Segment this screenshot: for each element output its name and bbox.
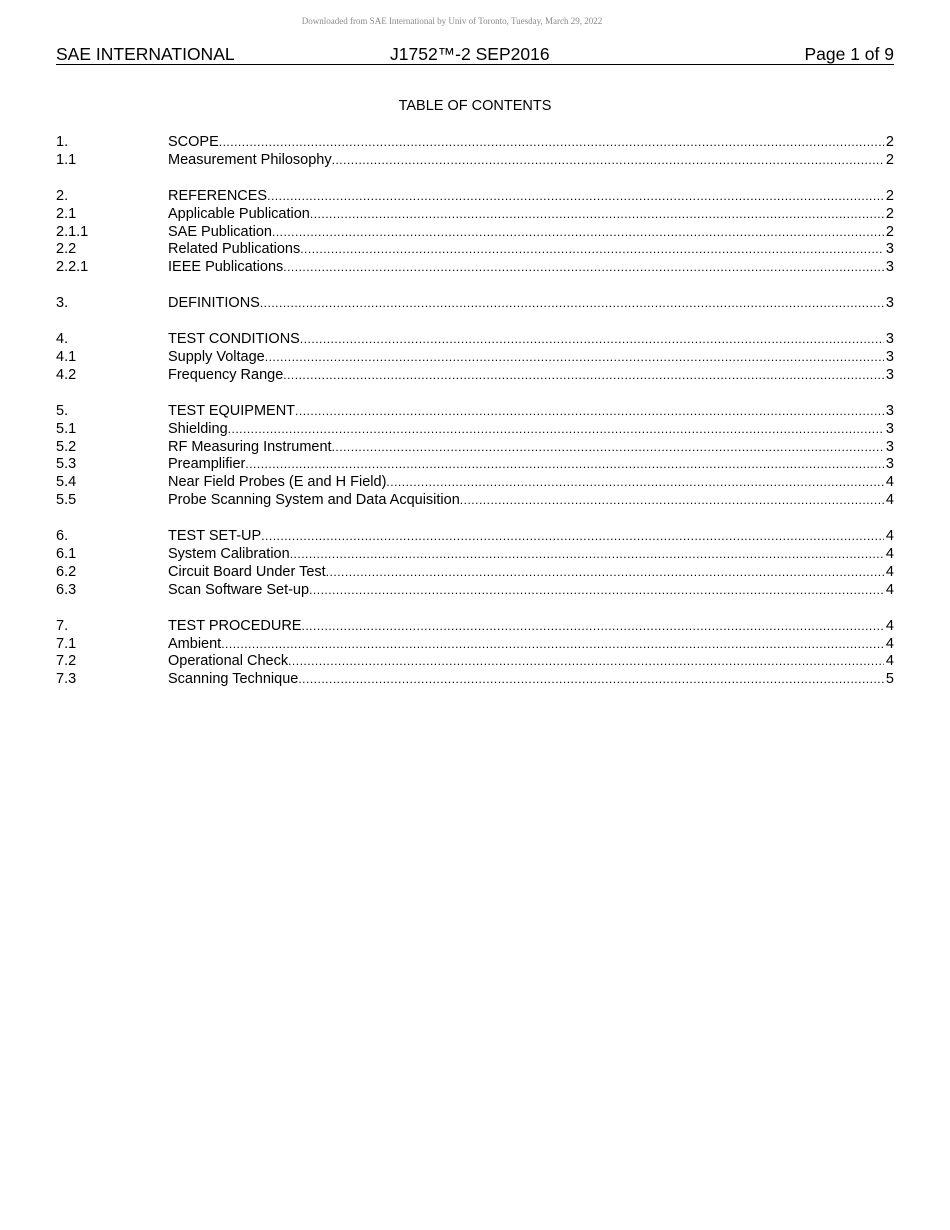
toc-entry[interactable] — [56, 618, 894, 636]
toc-dot-leader — [272, 224, 884, 242]
toc-dot-leader — [219, 134, 884, 152]
toc-entry-title[interactable]: IEEE Publications — [168, 259, 284, 276]
toc-entry[interactable] — [56, 421, 894, 439]
toc-entry-page: 4 — [885, 563, 894, 580]
toc-entry-page: 4 — [885, 546, 894, 563]
toc-entry-page: 4 — [885, 492, 894, 509]
header-doc-id: J1752™-2 SEP2016 — [390, 44, 550, 64]
toc-section-group — [56, 295, 894, 313]
toc-entry[interactable] — [56, 349, 894, 367]
toc-entry-title[interactable]: Supply Voltage — [168, 349, 265, 366]
toc-entry-number: 6.3 — [56, 581, 77, 598]
toc-title: TABLE OF CONTENTS — [398, 98, 552, 114]
toc-entry-number: 4.1 — [56, 349, 77, 366]
toc-entry-number: 7.3 — [56, 671, 77, 688]
toc-dot-leader — [310, 206, 884, 224]
toc-dot-leader — [460, 492, 884, 510]
toc-dot-leader — [326, 564, 884, 582]
toc-entry-page: 3 — [885, 402, 894, 419]
toc-entry-title[interactable]: RF Measuring Instrument — [168, 438, 332, 455]
toc-entry-title[interactable]: DEFINITIONS — [168, 295, 260, 312]
toc-entry[interactable] — [56, 582, 894, 600]
toc-entry-page: 4 — [885, 617, 894, 634]
toc-entry-title[interactable]: TEST SET-UP — [168, 528, 262, 545]
page-header — [56, 44, 894, 65]
toc-entry[interactable] — [56, 259, 894, 277]
toc-entry-page: 4 — [885, 653, 894, 670]
toc-entry-number: 7.1 — [56, 635, 77, 652]
toc-entry-page: 3 — [885, 438, 894, 455]
toc-entry-page: 5 — [885, 671, 894, 688]
toc-entry-number: 5.4 — [56, 474, 77, 491]
toc-dot-leader — [228, 421, 884, 439]
toc-entry-page: 4 — [885, 635, 894, 652]
toc-dot-leader — [386, 474, 884, 492]
toc-entry-number: 6.2 — [56, 563, 77, 580]
download-watermark: Downloaded from SAE International by Univ of Toronto, Tuesday, March 29, 2022 — [301, 16, 603, 26]
toc-entry-title[interactable]: Related Publications — [168, 241, 301, 258]
toc-entry-page: 2 — [885, 187, 894, 204]
toc-entry[interactable] — [56, 456, 894, 474]
toc-dot-leader — [301, 618, 883, 636]
toc-entry[interactable] — [56, 474, 894, 492]
toc-entry-number: 5.2 — [56, 438, 77, 455]
toc-entry-title[interactable]: Applicable Publication — [168, 205, 310, 222]
toc-dot-leader — [221, 636, 884, 654]
toc-dot-leader — [283, 259, 884, 277]
toc-entry-page: 3 — [885, 366, 894, 383]
toc-entry-title[interactable]: Scan Software Set-up — [168, 581, 310, 598]
toc-section-group — [56, 528, 894, 600]
toc-entry[interactable] — [56, 188, 894, 206]
toc-entry-number: 4. — [56, 331, 69, 348]
toc-section-group — [56, 134, 894, 170]
toc-section-group — [56, 331, 894, 385]
toc-entry[interactable] — [56, 492, 894, 510]
toc-entry[interactable] — [56, 636, 894, 654]
toc-entry-title[interactable]: Operational Check — [168, 653, 289, 670]
toc-entry-number: 2.1.1 — [56, 223, 89, 240]
toc-section-group — [56, 188, 894, 277]
toc-dot-leader — [290, 546, 884, 564]
toc-dot-leader — [260, 295, 884, 313]
toc-entry-number: 5.5 — [56, 492, 77, 509]
toc-dot-leader — [261, 528, 884, 546]
toc-entry-number: 3. — [56, 295, 69, 312]
toc-entry-page: 2 — [885, 134, 894, 150]
toc-entry-title[interactable]: Probe Scanning System and Data Acquisition — [168, 492, 460, 509]
toc-entry[interactable] — [56, 152, 894, 170]
toc-dot-leader — [288, 653, 884, 671]
toc-entry-page: 4 — [885, 528, 894, 545]
toc-entry[interactable] — [56, 241, 894, 259]
toc-entry-page: 2 — [885, 205, 894, 222]
toc-entry-title[interactable]: Ambient — [168, 635, 222, 652]
toc-dot-leader — [267, 188, 884, 206]
toc-entry[interactable] — [56, 546, 894, 564]
toc-entry-title[interactable]: TEST CONDITIONS — [168, 331, 300, 348]
toc-entry-title[interactable]: SCOPE — [168, 134, 219, 150]
toc-entry[interactable] — [56, 528, 894, 546]
toc-entry[interactable] — [56, 403, 894, 421]
toc-entry-page: 3 — [885, 456, 894, 473]
toc-entry-title[interactable]: Preamplifier — [168, 456, 246, 473]
toc-entry-number: 1.1 — [56, 151, 77, 168]
toc-entry-page: 4 — [885, 581, 894, 598]
toc-dot-leader — [283, 367, 884, 385]
toc-entry-page: 2 — [885, 223, 894, 240]
toc-entry-title[interactable]: System Calibration — [168, 546, 290, 563]
toc-entry[interactable] — [56, 224, 894, 242]
toc-entry-number: 4.2 — [56, 366, 77, 383]
toc-entry[interactable] — [56, 134, 894, 152]
toc-entry-number: 2. — [56, 187, 69, 204]
toc-entry-title[interactable]: TEST EQUIPMENT — [168, 402, 296, 419]
toc-entry-number: 5. — [56, 402, 69, 419]
toc-entry-page: 3 — [885, 295, 894, 312]
toc-section-group — [56, 403, 894, 510]
toc-dot-leader — [245, 456, 884, 474]
toc-entry-title[interactable]: TEST PROCEDURE — [168, 617, 302, 634]
toc-entry-number: 7. — [56, 617, 69, 634]
toc-entry[interactable] — [56, 295, 894, 313]
toc-entry-page: 3 — [885, 331, 894, 348]
toc-entry-number: 5.3 — [56, 456, 77, 473]
table-of-contents — [56, 134, 894, 707]
toc-entry-number: 2.1 — [56, 205, 77, 222]
toc-section-group — [56, 618, 894, 690]
toc-entry-title[interactable]: SAE Publication — [168, 223, 272, 240]
toc-entry-number: 6. — [56, 528, 69, 545]
toc-dot-leader — [300, 241, 884, 259]
toc-dot-leader — [265, 349, 884, 367]
toc-entry-number: 7.2 — [56, 653, 77, 670]
toc-dot-leader — [298, 671, 884, 689]
toc-entry-title[interactable]: Shielding — [168, 420, 228, 437]
toc-entry-title[interactable]: REFERENCES — [168, 187, 268, 204]
toc-entry-title[interactable]: Frequency Range — [168, 366, 284, 383]
toc-entry-title[interactable]: Scanning Technique — [168, 671, 299, 688]
toc-entry-page: 3 — [885, 241, 894, 258]
toc-entry-page: 3 — [885, 349, 894, 366]
toc-entry-number: 5.1 — [56, 420, 77, 437]
toc-entry-page: 4 — [885, 474, 894, 491]
toc-entry-title[interactable]: Circuit Board Under Test — [168, 563, 326, 580]
toc-dot-leader — [309, 582, 884, 600]
toc-entry[interactable] — [56, 331, 894, 349]
toc-entry[interactable] — [56, 439, 894, 457]
toc-entry[interactable] — [56, 367, 894, 385]
toc-entry-title[interactable]: Near Field Probes (E and H Field) — [168, 474, 387, 491]
toc-entry-number: 6.1 — [56, 546, 77, 563]
toc-dot-leader — [332, 152, 884, 170]
header-org: SAE INTERNATIONAL — [56, 44, 235, 64]
toc-entry-title[interactable]: Measurement Philosophy — [168, 151, 332, 168]
toc-entry-number: 2.2.1 — [56, 259, 89, 276]
toc-entry[interactable] — [56, 671, 894, 689]
toc-entry-page: 3 — [885, 259, 894, 276]
toc-entry-page: 2 — [885, 151, 894, 168]
toc-entry-number: 2.2 — [56, 241, 77, 258]
toc-entry-page: 3 — [885, 420, 894, 437]
toc-dot-leader — [300, 331, 884, 349]
toc-entry[interactable] — [56, 653, 894, 671]
header-page-number: Page 1 of 9 — [804, 44, 894, 64]
toc-dot-leader — [295, 403, 884, 421]
toc-entry[interactable] — [56, 206, 894, 224]
toc-entry-number: 1. — [56, 134, 69, 150]
toc-entry[interactable] — [56, 564, 894, 582]
toc-dot-leader — [332, 439, 884, 457]
